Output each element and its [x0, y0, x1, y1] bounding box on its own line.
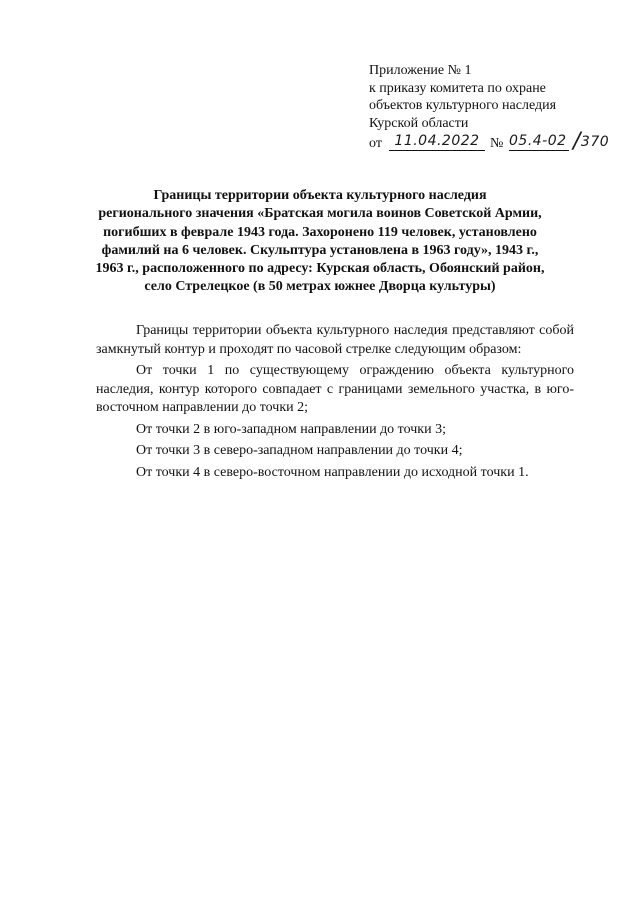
order-number-suffix-value: 370	[580, 134, 610, 150]
body-paragraph-point-3: От точки 3 в северо-западном направлении до точки 4;	[136, 443, 463, 458]
number-sign: №	[490, 136, 504, 151]
title-line: 1963 г., расположенного по адресу: Курская область, Обоянский район,	[95, 261, 545, 277]
body-paragraph-point-1: От точки 1 по существующему ограждению объекта культурного наследия, контур которого совпадает с границами земельного участка, в юго-восточном направлении до точки 2;	[96, 363, 574, 415]
order-reference-line	[369, 129, 610, 154]
title-line: Границы территории объекта культурного наследия	[153, 188, 487, 203]
appendix-committee: объектов культурного наследия	[369, 98, 557, 113]
order-date-handwritten: 11.04.2022	[389, 133, 485, 151]
slash-mark: /	[573, 129, 581, 154]
title-line: село Стрелецкое (в 50 метрах южнее Дворца культуры)	[144, 279, 496, 295]
appendix-order-ref: к приказу комитета по охране	[369, 80, 546, 96]
document-title	[90, 187, 550, 297]
title-line: погибших в феврале 1943 года. Захоронено 119 человек, установлено	[103, 224, 537, 240]
order-number-handwritten: 05.4-02	[509, 133, 569, 151]
from-label: от	[369, 136, 382, 151]
appendix-region: Курской области	[369, 115, 469, 131]
title-line: регионального значения «Братская могила воинов Советской Армии,	[98, 206, 542, 222]
body-paragraph-point-2: От точки 2 в юго-западном направлении до точки 3;	[136, 421, 446, 437]
document-body	[96, 322, 574, 482]
body-paragraph-intro: Границы территории объекта культурного наследия представляют собой замкнутый контур и проходят по часовой стрелке следующим образом:	[96, 323, 574, 357]
title-line: фамилий на 6 человек. Скульптура установлена в 1963 году», 1943 г.,	[101, 242, 539, 258]
appendix-header	[369, 62, 609, 153]
appendix-title: Приложение № 1	[369, 63, 472, 78]
body-paragraph-point-4: От точки 4 в северо-восточном направлении до исходной точки 1.	[136, 464, 529, 480]
order-number-suffix	[573, 131, 609, 152]
